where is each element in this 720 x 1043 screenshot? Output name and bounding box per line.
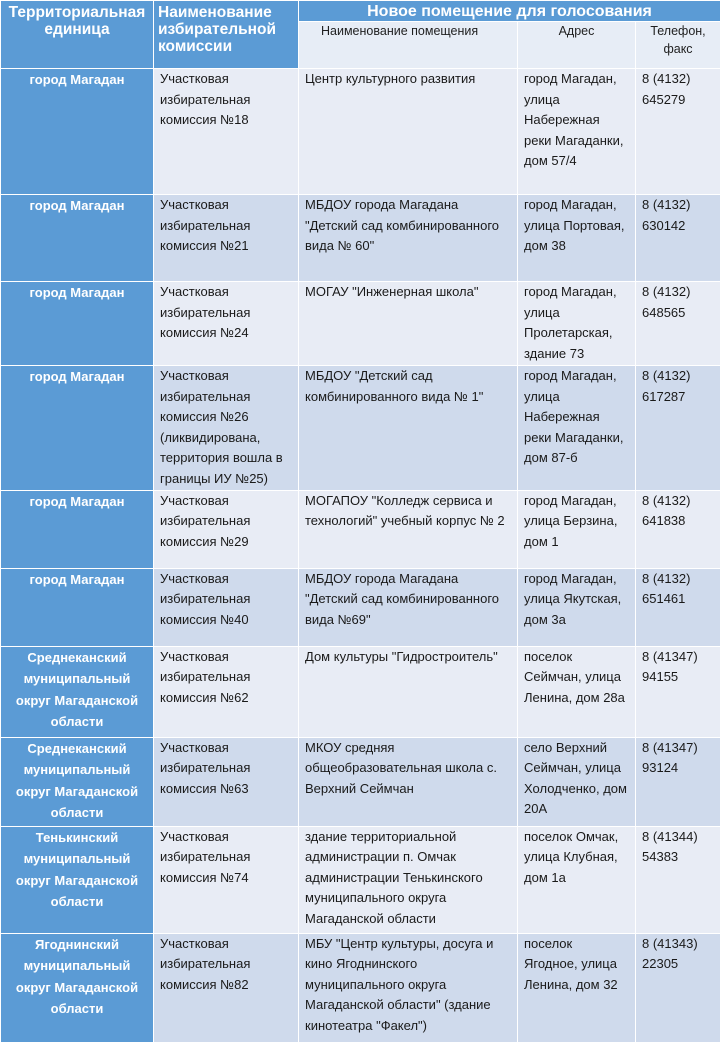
premises-cell: МОГАПОУ "Колледж сервиса и технологий" учебный корпус № 2 bbox=[299, 490, 518, 568]
phone-cell: 8 (4132) 645279 bbox=[636, 69, 720, 195]
header-commission-name: Наименование избирательной комиссии bbox=[154, 1, 299, 69]
phone-cell: 8 (4132) 630142 bbox=[636, 195, 720, 282]
premises-cell: МБУ "Центр культуры, досуга и кино Ягоднинского муниципального округа Магаданской области" (здание кинотеатра "Факел") bbox=[299, 933, 518, 1042]
territorial-unit-cell: Среднеканский муниципальный округ Магаданской области bbox=[1, 737, 154, 826]
table-row bbox=[1, 933, 720, 1042]
address-cell: город Магадан, улица Пролетарская, здание 73 bbox=[518, 282, 636, 366]
premises-cell: МБДОУ "Детский сад комбинированного вида № 1" bbox=[299, 366, 518, 491]
territorial-unit-cell: Ягоднинский муниципальный округ Магаданской области bbox=[1, 933, 154, 1042]
address-cell: город Магадан, улица Якутская, дом 3а bbox=[518, 568, 636, 646]
commission-cell: Участковая избирательная комиссия №82 bbox=[154, 933, 299, 1042]
commission-cell: Участковая избирательная комиссия №21 bbox=[154, 195, 299, 282]
table-row bbox=[1, 69, 720, 195]
address-cell: город Магадан, улица Портовая, дом 38 bbox=[518, 195, 636, 282]
commission-cell: Участковая избирательная комиссия №62 bbox=[154, 646, 299, 737]
commission-cell: Участковая избирательная комиссия №74 bbox=[154, 826, 299, 933]
commission-cell: Участковая избирательная комиссия №26 (ликвидирована, территория вошла в границы ИУ №25) bbox=[154, 366, 299, 491]
address-cell: город Магадан, улица Набережная реки Магаданки, дом 57/4 bbox=[518, 69, 636, 195]
header-premises-name: Наименование помещения bbox=[299, 22, 518, 69]
phone-cell: 8 (41347) 93124 bbox=[636, 737, 720, 826]
territorial-unit-cell: Среднеканский муниципальный округ Магаданской области bbox=[1, 646, 154, 737]
phone-cell: 8 (4132) 648565 bbox=[636, 282, 720, 366]
address-cell: поселок Сеймчан, улица Ленина, дом 28а bbox=[518, 646, 636, 737]
premises-cell: здание территориальной администрации п. Омчак администрации Тенькинского муниципального округа Магаданской области bbox=[299, 826, 518, 933]
phone-cell: 8 (41347) 94155 bbox=[636, 646, 720, 737]
address-cell: село Верхний Сеймчан, улица Холодченко, дом 20А bbox=[518, 737, 636, 826]
address-cell: поселок Ягодное, улица Ленина, дом 32 bbox=[518, 933, 636, 1042]
territorial-unit-cell: город Магадан bbox=[1, 366, 154, 491]
territorial-unit-cell: город Магадан bbox=[1, 195, 154, 282]
premises-cell: Дом культуры "Гидростроитель" bbox=[299, 646, 518, 737]
premises-cell: МОГАУ "Инженерная школа" bbox=[299, 282, 518, 366]
phone-cell: 8 (41344) 54383 bbox=[636, 826, 720, 933]
address-cell: город Магадан, улица Набережная реки Магаданки, дом 87-б bbox=[518, 366, 636, 491]
premises-cell: МБДОУ города Магадана "Детский сад комбинированного вида №69" bbox=[299, 568, 518, 646]
header-address: Адрес bbox=[518, 22, 636, 69]
table-row bbox=[1, 282, 720, 366]
commission-cell: Участковая избирательная комиссия №63 bbox=[154, 737, 299, 826]
header-phone-fax: Телефон, факс bbox=[636, 22, 720, 69]
territorial-unit-cell: город Магадан bbox=[1, 282, 154, 366]
phone-cell: 8 (41343) 22305 bbox=[636, 933, 720, 1042]
address-cell: поселок Омчак, улица Клубная, дом 1а bbox=[518, 826, 636, 933]
table-row bbox=[1, 366, 720, 491]
phone-cell: 8 (4132) 651461 bbox=[636, 568, 720, 646]
address-cell: город Магадан, улица Берзина, дом 1 bbox=[518, 490, 636, 568]
territorial-unit-cell: город Магадан bbox=[1, 568, 154, 646]
phone-cell: 8 (4132) 617287 bbox=[636, 366, 720, 491]
commission-cell: Участковая избирательная комиссия №29 bbox=[154, 490, 299, 568]
territorial-unit-cell: город Магадан bbox=[1, 490, 154, 568]
commission-cell: Участковая избирательная комиссия №40 bbox=[154, 568, 299, 646]
header-new-premises-group: Новое помещение для голосования bbox=[299, 1, 720, 22]
territorial-unit-cell: Тенькинский муниципальный округ Магаданской области bbox=[1, 826, 154, 933]
commission-cell: Участковая избирательная комиссия №18 bbox=[154, 69, 299, 195]
premises-cell: МКОУ средняя общеобразовательная школа с. Верхний Сеймчан bbox=[299, 737, 518, 826]
table-row bbox=[1, 490, 720, 568]
premises-cell: МБДОУ города Магадана "Детский сад комбинированного вида № 60" bbox=[299, 195, 518, 282]
header-territorial-unit: Территориальная единица bbox=[1, 1, 154, 69]
table-row bbox=[1, 195, 720, 282]
table-row bbox=[1, 568, 720, 646]
table-row bbox=[1, 646, 720, 737]
phone-cell: 8 (4132) 641838 bbox=[636, 490, 720, 568]
premises-cell: Центр культурного развития bbox=[299, 69, 518, 195]
territorial-unit-cell: город Магадан bbox=[1, 69, 154, 195]
table-row bbox=[1, 737, 720, 826]
table-row bbox=[1, 826, 720, 933]
commission-cell: Участковая избирательная комиссия №24 bbox=[154, 282, 299, 366]
